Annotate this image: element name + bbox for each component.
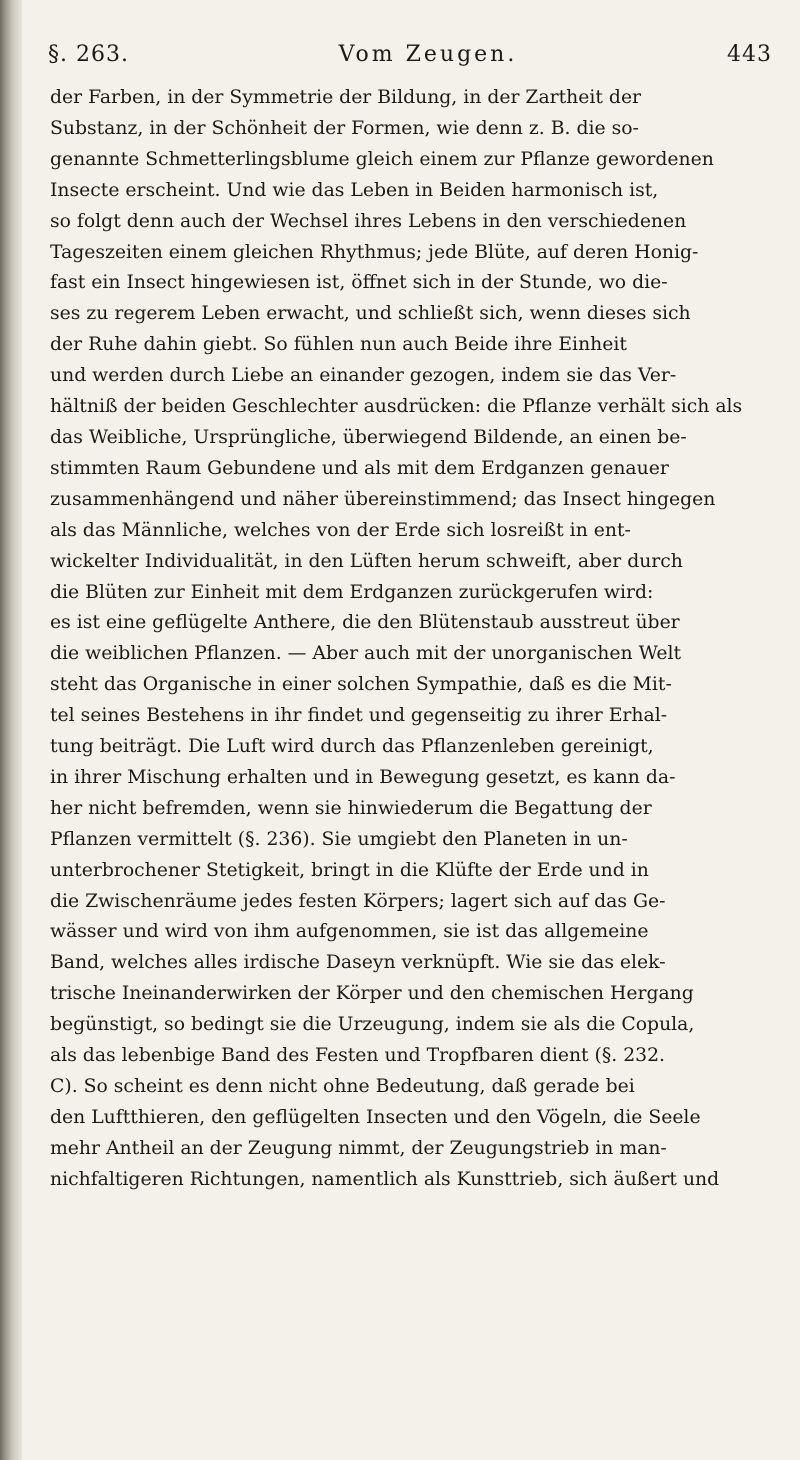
text-line: den Luftthieren, den geflügelten Insecten und den Vögeln, die Seele [50, 1106, 701, 1128]
text-line: mehr Antheil an der Zeugung nimmt, der Zeugungstrieb in man- [50, 1137, 667, 1159]
text-line: das Weibliche, Ursprüngliche, überwiegend Bildende, an einen be- [50, 426, 687, 448]
text-line: ses zu regerem Leben erwacht, und schließt sich, wenn dieses sich [50, 303, 691, 325]
text-line: Tageszeiten einem gleichen Rhythmus; jede Blüte, auf deren Honig- [50, 241, 699, 263]
text-line: hältniß der beiden Geschlechter ausdrücken: die Pflanze verhält sich als [50, 396, 743, 418]
page-number: 443 [726, 42, 772, 67]
text-line: Band, welches alles irdische Daseyn verknüpft. Wie sie das elek- [50, 952, 666, 974]
text-line: und werden durch Liebe an einander gezogen, indem sie das Ver- [50, 365, 677, 387]
text-line: her nicht befremden, wenn sie hinwiederum die Begattung der [50, 797, 652, 819]
section-number: §. 263. [48, 42, 129, 67]
text-line: als das Männliche, welches von der Erde sich losreißt in ent- [50, 519, 631, 541]
book-page [40, 42, 776, 1196]
text-line: Insecte erscheint. Und wie das Leben in Beiden harmonisch ist, [50, 179, 659, 201]
text-line: unterbrochener Stetigkeit, bringt in die Klüfte der Erde und in [50, 859, 649, 881]
text-line: fast ein Insect hingewiesen ist, öffnet sich in der Stunde, wo die- [50, 272, 668, 294]
book-gutter-shadow [0, 0, 22, 1460]
text-line: begünstigt, so bedingt sie die Urzeugung, indem sie als die Copula, [50, 1014, 695, 1036]
text-line: der Ruhe dahin giebt. So fühlen nun auch Beide ihre Einheit [50, 334, 627, 356]
text-line: wickelter Individualität, in den Lüften herum schweift, aber durch [50, 550, 683, 572]
running-header [40, 42, 776, 67]
text-line: steht das Organische in einer solchen Sympathie, daß es die Mit- [50, 674, 672, 696]
text-line: die Blüten zur Einheit mit dem Erdganzen zurückgerufen wird: [50, 581, 654, 603]
text-line: es ist eine geflügelte Anthere, die den Blütenstaub ausstreut über [50, 612, 680, 634]
text-line: als das lebenbige Band des Festen und Tropfbaren dient (§. 232. [50, 1045, 666, 1067]
text-line: tel seines Bestehens in ihr findet und gegenseitig zu ihrer Erhal- [50, 705, 668, 727]
text-line: der Farben, in der Symmetrie der Bildung, in der Zartheit der [50, 87, 642, 108]
text-line: Pflanzen vermittelt (§. 236). Sie umgiebt den Planeten in un- [50, 828, 628, 850]
text-line: trische Ineinanderwirken der Körper und den chemischen Hergang [50, 983, 694, 1005]
text-line: stimmten Raum Gebundene und als mit dem Erdganzen genauer [50, 457, 669, 479]
text-line: tung beiträgt. Die Luft wird durch das Pflanzenleben gereinigt, [50, 736, 654, 758]
text-line: die Zwischenräume jedes festen Körpers; lagert sich auf das Ge- [50, 890, 666, 912]
text-line: so folgt denn auch der Wechsel ihres Lebens in den verschiedenen [50, 210, 687, 232]
text-line: genannte Schmetterlingsblume gleich einem zur Pflanze gewordenen [50, 148, 714, 170]
text-line: Substanz, in der Schönheit der Formen, wie denn z. B. die so- [50, 117, 639, 139]
text-line: wässer und wird von ihm aufgenommen, sie ist das allgemeine [50, 921, 649, 943]
text-line: die weiblichen Pflanzen. — Aber auch mit der unorganischen Welt [50, 643, 682, 665]
body-text [40, 83, 776, 1196]
text-line: zusammenhängend und näher übereinstimmend; das Insect hingegen [50, 488, 716, 510]
text-line: nichfaltigeren Richtungen, namentlich als Kunsttrieb, sich äußert und [50, 1168, 720, 1190]
text-line: in ihrer Mischung erhalten und in Bewegung gesetzt, es kann da- [50, 766, 676, 788]
text-line: C). So scheint es denn nicht ohne Bedeutung, daß gerade bei [50, 1076, 635, 1097]
page-title: Vom Zeugen. [338, 42, 518, 67]
